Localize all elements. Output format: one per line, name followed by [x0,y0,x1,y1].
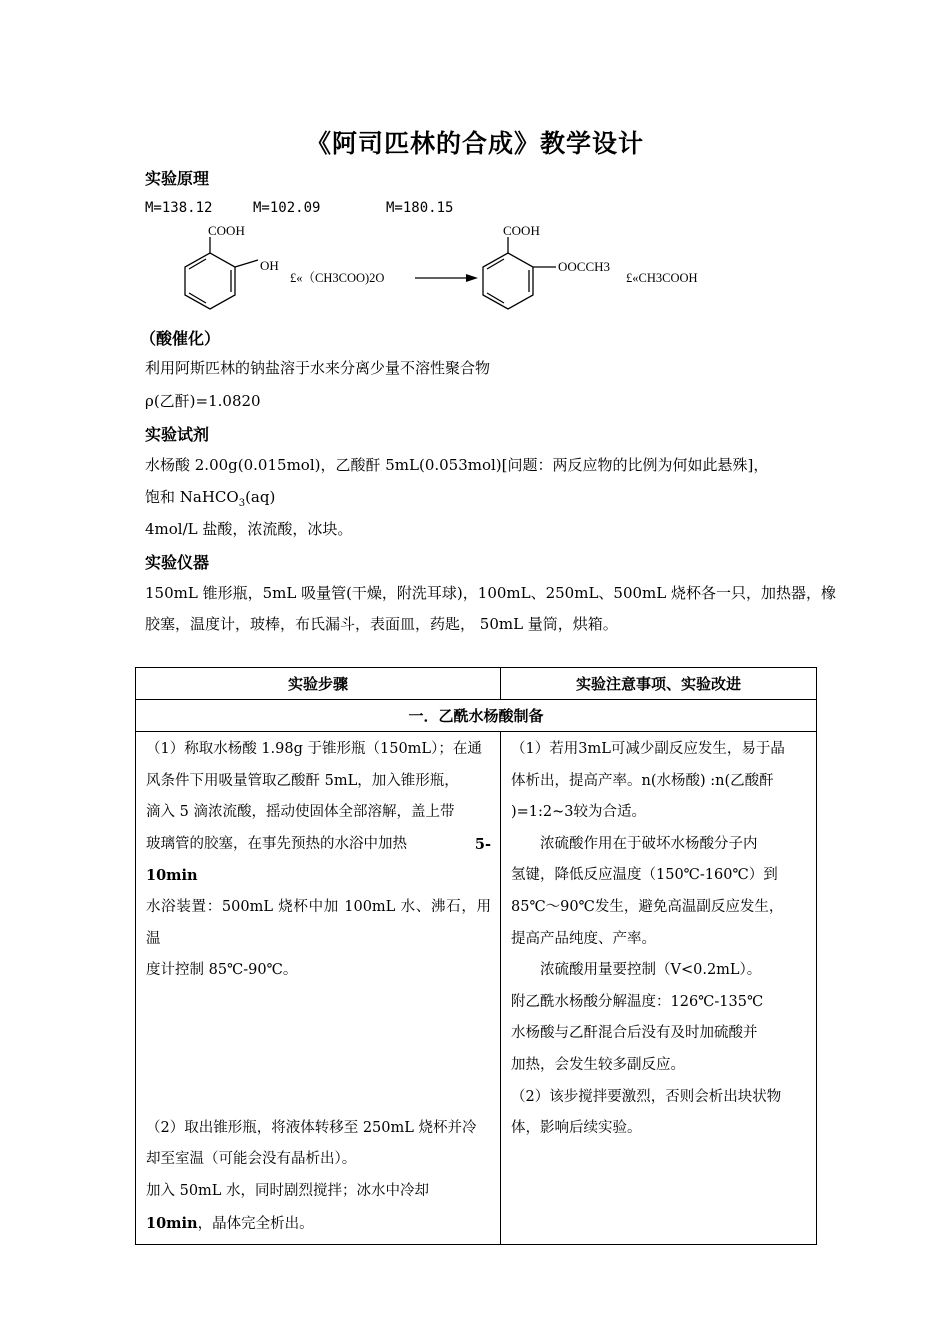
mass-aspirin: M=180.15 [386,200,454,216]
mass-acetic-anhydride: M=102.09 [253,200,321,216]
apparatus-line-2: 胶塞，温度计，玻棒，布氏漏斗，表面皿，药匙， 50mL 量筒，烘箱。 [145,615,618,633]
step2-line-1: （2）取出锥形瓶，将液体转移至 250mL 烧杯并冷 [146,1119,477,1136]
steps-cell [136,732,501,1245]
step2-line-2: 却至室温（可能会没有晶析出）。 [146,1151,357,1168]
step2-line-3: 加入 50mL 水，同时剧烈搅拌；冰水中冷却 [146,1182,430,1199]
page-title: 《阿司匹林的合成》教学设计 [305,129,644,158]
reagents-line-1: 水杨酸 2.00g(0.015mol)，乙酸酐 5mL(0.053mol)[问题：两反应物的比例为何如此悬殊]， [145,456,769,474]
note-line-2: 体析出，提高产率。n(水杨酸) :n(乙酸酐 [511,772,774,789]
reagents-line-3: 4mol/L 盐酸，浓流酸，冰块。 [145,520,353,538]
separation-note: 利用阿斯匹林的钠盐溶于水来分离少量不溶性聚合物 [145,359,491,377]
note-line-9: 附乙酰水杨酸分解温度：126℃-135℃ [511,993,764,1010]
note-line-11: 加热，会发生较多副反应。 [511,1056,685,1073]
density-note: ρ(乙酐)=1.0820 [145,392,261,410]
header-notes: 实验注意事项、实验改进 [501,668,817,700]
mass-salicylic-acid: M=138.12 [145,200,213,216]
reagent-anhydride-label: £«（CH3COO)2O [290,271,385,285]
reagents-heading: 实验试剂 [145,425,210,444]
step1-line-1: （1）称取水杨酸 1.98g 于锥形瓶（150mL）；在通 [146,741,482,757]
reagents-line-2: 饱和 NaHCO$_3$(aq) [145,488,276,509]
benzene-ring-product [483,237,556,309]
benzene-ring-reactant [185,237,258,309]
water-bath-line-2: 度计控制 85℃-90℃。 [146,962,298,979]
note-line-1: （1）若用3mL可减少副反应发生，易于晶 [511,741,785,757]
header-steps: 实验步骤 [136,668,501,700]
step1-line-3: 滴入 5 滴浓流酸，摇动使固体全部溶解，盖上带 [146,804,455,821]
note-line-8: 浓硫酸用量要控制（V<0.2mL）。 [540,962,762,979]
step1-line-5: 10min [146,867,198,885]
procedure-table [135,667,817,1245]
byproduct-acetic-acid-label: £«CH3COOH [626,271,698,285]
note-line-3: )=1:2~3较为合适。 [511,804,647,821]
note-line-12: （2）该步搅拌要激烈，否则会析出块状物 [511,1088,782,1105]
section-title: 一．乙酰水杨酸制备 [136,700,817,732]
step1-line-2: 风条件下用吸量管取乙酸酐 5mL，加入锥形瓶， [146,772,459,789]
apparatus-heading: 实验仪器 [145,553,210,572]
note-line-4: 浓硫酸作用在于破坏水杨酸分子内 [540,835,758,852]
water-bath-line-1: 水浴装置：500mL 烧杯中加 100mL 水、沸石，用温 [146,898,491,947]
note-line-5: 氢键，降低反应温度（150℃-160℃）到 [511,867,778,884]
note-line-7: 提高产品纯度、产率。 [511,930,656,947]
note-line-13: 体，影响后续实验。 [511,1120,642,1137]
note-line-6: 85℃～90℃发生，避免高温副反应发生， [511,898,784,915]
reactant-cooh-label: COOH [208,223,245,238]
notes-cell [501,732,817,1245]
reaction-arrow-head [466,274,478,282]
step1-line-4: 玻璃管的胶塞，在事先预热的水浴中加热 5- [146,835,491,853]
apparatus-line-1: 150mL 锥形瓶，5mL 吸量管(干燥，附洗耳球)，100mL、250mL、500mL 烧杯各一只，加热器，橡 [145,584,836,602]
product-ester-label: OOCCH3 [558,259,611,274]
catalyst-note: （酸催化） [140,329,221,348]
note-line-10: 水杨酸与乙酐混合后没有及时加硫酸并 [511,1025,758,1042]
product-cooh-label: COOH [503,223,540,238]
reaction-scheme [0,215,950,310]
reactant-oh-label: OH [260,258,279,273]
step2-line-4: 10min，晶体完全析出。 [146,1214,314,1232]
principle-heading: 实验原理 [145,169,210,188]
